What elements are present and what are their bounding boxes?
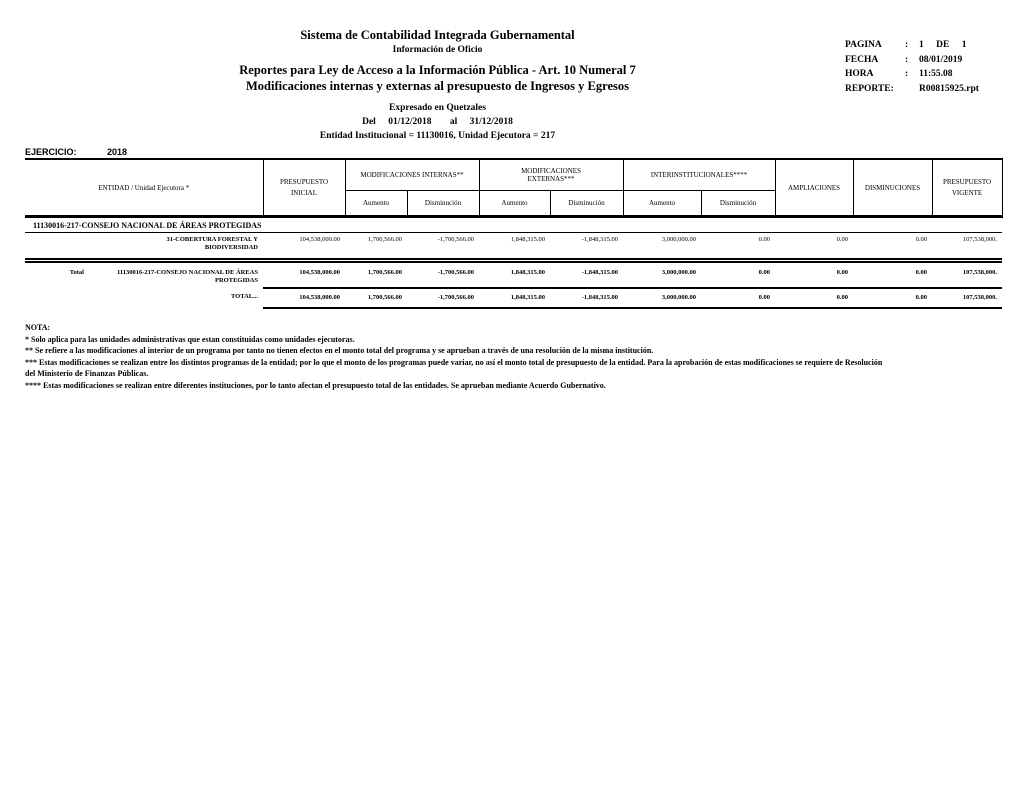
table-row-program: [25, 233, 1002, 261]
ejercicio-value: 2018: [107, 147, 128, 157]
col-group-modificaciones-internas: MODIFICACIONES INTERNAS**: [345, 159, 479, 191]
fecha-label: FECHA: [845, 54, 879, 65]
col-header-interinst-aumento: Aumento: [623, 191, 701, 217]
total-ampliaciones: 0.00: [775, 261, 853, 288]
notes-title: NOTA:: [25, 323, 51, 332]
subtitle: Información de Oficio: [392, 45, 483, 55]
hora-value: 11:55.08: [919, 69, 953, 79]
total-internas-disminucion: -1,700,566.00: [407, 261, 479, 288]
date-from-label: Del: [362, 117, 376, 127]
col-header-interinst-disminucion: Disminución: [701, 191, 775, 217]
grand-ampliaciones: 0.00: [775, 288, 853, 308]
budget-modifications-table: [25, 158, 1003, 309]
total-label: Total: [69, 269, 84, 277]
col-header-externas-aumento: Aumento: [479, 191, 550, 217]
currency-note: Expresado en Quetzales: [389, 103, 486, 113]
date-range: [0, 117, 875, 127]
col-header-disminuciones: DISMINUCIONES: [853, 159, 932, 217]
cell-interinst-aumento: 3,000,000.00: [623, 233, 701, 261]
cell-externas-disminucion: -1,848,315.00: [550, 233, 623, 261]
col-header-externas-disminucion: Disminución: [550, 191, 623, 217]
hora-label: HORA: [845, 69, 874, 79]
total-interinst-disminucion: 0.00: [701, 261, 775, 288]
col-group-interinstitucionales: INTERINSTITUCIONALES****: [623, 159, 775, 191]
cell-disminuciones: 0.00: [853, 233, 932, 261]
fecha-value: 08/01/2019: [919, 54, 963, 65]
hora-colon: :: [905, 69, 909, 79]
grand-internas-aumento: 1,700,566.00: [345, 288, 407, 308]
pagina-colon: :: [905, 40, 909, 50]
total-disminuciones: 0.00: [853, 261, 932, 288]
cell-presupuesto-vigente: 107,538,000.: [932, 233, 1002, 261]
entity-group-row: [25, 217, 1002, 233]
reporte-label: REPORTE:: [845, 83, 894, 94]
total-presupuesto-vigente: 107,538,000.: [932, 261, 1002, 288]
col-group-modificaciones-externas: MODIFICACIONES EXTERNAS***: [479, 159, 623, 191]
col-header-internas-disminucion: Disminución: [407, 191, 479, 217]
total-internas-aumento: 1,700,566.00: [345, 261, 407, 288]
col-header-internas-aumento: Aumento: [345, 191, 407, 217]
meta-fecha: [845, 53, 979, 68]
date-to-value: 31/12/2018: [469, 117, 513, 127]
grand-total-label: TOTAL...: [230, 292, 258, 300]
grand-presupuesto-vigente: 107,538,000.: [932, 288, 1002, 308]
meta-hora: [845, 67, 979, 82]
pagina-total: 1: [961, 40, 967, 50]
report-title-line1: Reportes para Ley de Acceso a la Información Pública - Art. 10 Numeral 7: [239, 63, 636, 77]
col-header-presupuesto-inicial: PRESUPUESTO INICIAL: [263, 159, 345, 217]
entity-group-name: 11130016-217-CONSEJO NACIONAL DE ÁREAS PROTEGIDAS: [25, 217, 1002, 233]
document-header: [0, 28, 875, 141]
report-meta: [845, 38, 979, 96]
cell-presupuesto-inicial: 104,538,000.00: [263, 233, 345, 261]
cell-internas-disminucion: -1,700,566.00: [407, 233, 479, 261]
system-title: Sistema de Contabilidad Integrada Gubernamental: [300, 28, 575, 42]
total-externas-disminucion: -1,848,315.00: [550, 261, 623, 288]
pagina-value: 1: [919, 40, 924, 50]
grand-externas-disminucion: -1,848,315.00: [550, 288, 623, 308]
cell-internas-aumento: 1,700,566.00: [345, 233, 407, 261]
note-item-2: ** Se refiere a las modificaciones al interior de un programa por tanto no tienen efectos en el monto total del programa y se aprueban a través de una resolución de la misma institución.: [25, 346, 654, 355]
note-item-4: **** Estas modificaciones se realizan entre diferentes instituciones, por lo tanto afectan el presupuesto total de las entidades. Se aprueban mediante Acuerdo Gubernativo.: [25, 380, 606, 390]
ejercicio-line: [25, 147, 127, 157]
report-title-line2: Modificaciones internas y externas al presupuesto de Ingresos y Egresos: [246, 79, 629, 93]
col-header-ampliaciones: AMPLIACIONES: [775, 159, 853, 217]
table-row-grand-total: [25, 288, 1002, 308]
grand-presupuesto-inicial: 104,538,000.00: [263, 288, 345, 308]
grand-disminuciones: 0.00: [853, 288, 932, 308]
cell-externas-aumento: 1,848,315.00: [479, 233, 550, 261]
total-presupuesto-inicial: 104,538,000.00: [263, 261, 345, 288]
grand-internas-disminucion: -1,700,566.00: [407, 288, 479, 308]
meta-reporte: [845, 82, 979, 97]
col-header-presupuesto-vigente: PRESUPUESTO VIGENTE: [932, 159, 1002, 217]
program-name: 31-COBERTURA FORESTAL Y BIODIVERSIDAD: [166, 236, 258, 252]
grand-externas-aumento: 1,848,315.00: [479, 288, 550, 308]
cell-ampliaciones: 0.00: [775, 233, 853, 261]
note-item-3: *** Estas modificaciones se realizan entre los distintos programas de la entidad; por lo que el monto de los programas puede variar, no así el monto total de presupuesto de la entidad. Para la aprobación de estas modificaciones se requiere de Resolución del Ministerio de Finanzas Públicas.: [25, 357, 883, 378]
program-name-cell: [25, 233, 263, 261]
footnotes: [25, 322, 887, 391]
pagina-label: PAGINA: [845, 40, 882, 50]
ejercicio-label: EJERCICIO:: [25, 147, 77, 157]
entity-filter-line: Entidad Institucional = 11130016, Unidad Ejecutora = 217: [319, 131, 556, 141]
grand-interinst-aumento: 3,000,000.00: [623, 288, 701, 308]
table-row-entity-total: [25, 261, 1002, 288]
reporte-value: R00815925.rpt: [919, 83, 979, 94]
date-to-label: al: [449, 117, 458, 127]
note-item-1: * Solo aplica para las unidades administrativas que estan constituidas como unidades ejecutoras.: [25, 334, 355, 344]
entity-total-label-cell: [25, 261, 263, 288]
col-header-entity: ENTIDAD / Unidad Ejecutora *: [25, 159, 263, 217]
total-interinst-aumento: 3,000,000.00: [623, 261, 701, 288]
total-externas-aumento: 1,848,315.00: [479, 261, 550, 288]
cell-interinst-disminucion: 0.00: [701, 233, 775, 261]
fecha-colon: :: [905, 54, 909, 65]
grand-interinst-disminucion: 0.00: [701, 288, 775, 308]
date-from-value: 01/12/2018: [388, 117, 432, 127]
total-entity-name: 11130016-217-CONSEJO NACIONAL DE ÁREAS PROTEGIDAS: [116, 269, 258, 285]
pagina-de-label: DE: [936, 40, 950, 50]
meta-pagina: [845, 38, 979, 53]
